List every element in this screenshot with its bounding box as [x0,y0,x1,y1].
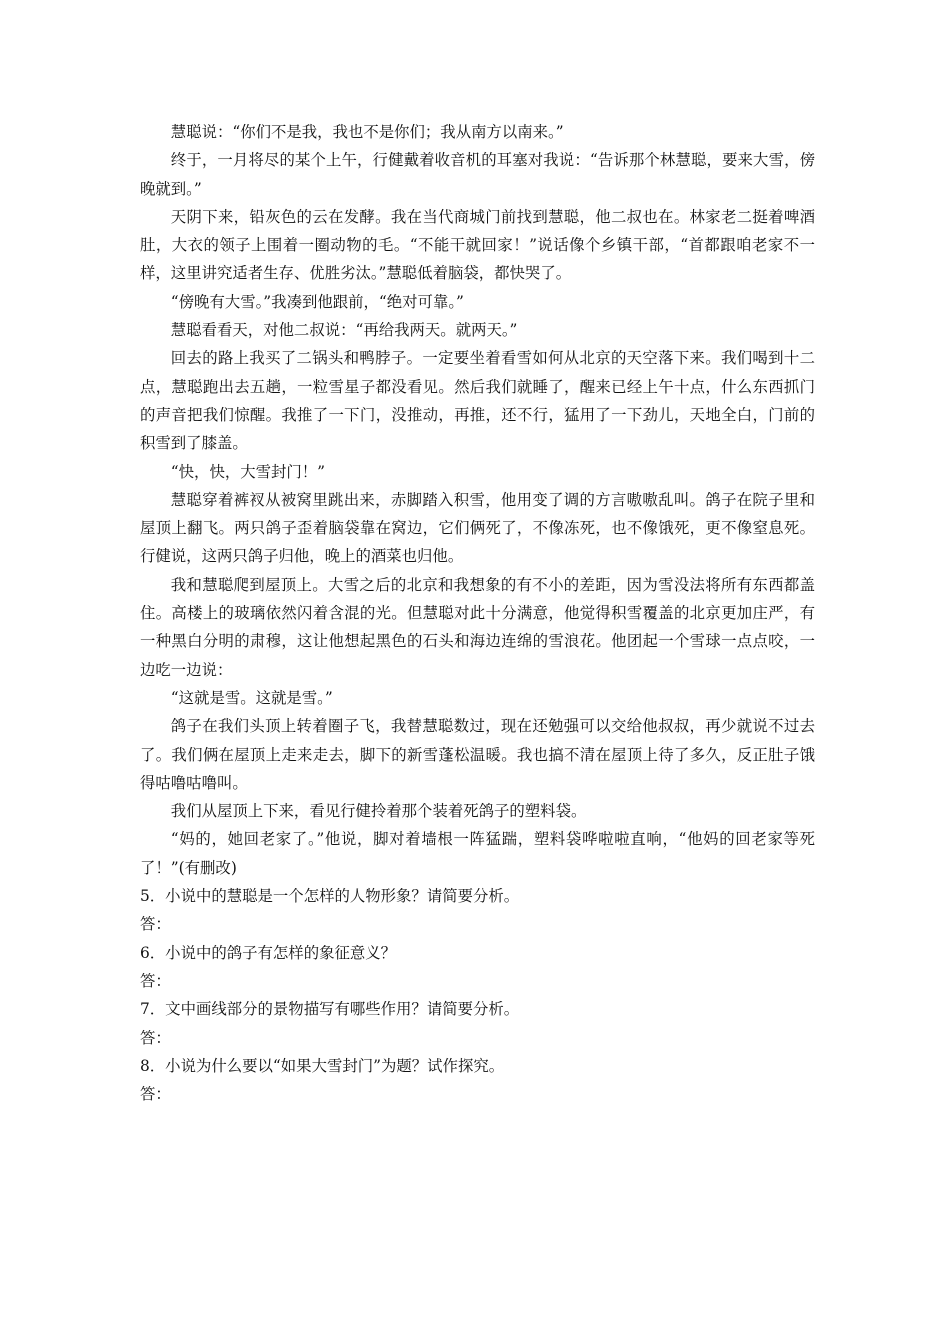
story-paragraph: 我和慧聪爬到屋顶上。大雪之后的北京和我想象的有不小的差距，因为雪没法将所有东西都盖住。高楼上的玻璃依然闪着含混的光。但慧聪对此十分满意，他觉得积雪覆盖的北京更加庄严，有一种黑白分明的肃穆，这让他想起黑色的石头和海边连绵的雪浪花。他团起一个雪球一点点咬，一边吃一边说： [140,575,815,679]
answer-label-5: 答： [140,915,171,934]
story-paragraph: “这就是雪。这就是雪。” [170,688,333,707]
story-paragraph: 鸽子在我们头顶上转着圈子飞，我替慧聪数过，现在还勉强可以交给他叔叔，再少就说不过去了。我们俩在屋顶上走来走去，脚下的新雪蓬松温暖。我也搞不清在屋顶上待了多久，反正肚子饿得咕噜咕噜叫。 [140,717,815,792]
answer-label-6: 答： [140,971,171,990]
story-paragraph: 慧聪看看天，对他二叔说：“再给我两天。就两天。” [170,321,518,340]
story-paragraph: 我们从屋顶上下来，看见行健拎着那个装着死鸽子的塑料袋。 [170,802,587,821]
story-paragraph: 天阴下来，铅灰色的云在发酵。我在当代商城门前找到慧聪，他二叔也在。林家老二挺着啤酒肚，大衣的领子上围着一圈动物的毛。“不能干就回家！”说话像个乡镇干部，“首都跟咱老家不一样，这里讲究适者生存、优胜劣汰。”慧聪低着脑袋，都快哭了。 [140,207,815,283]
story-paragraph: “快，快，大雪封门！” [170,462,326,481]
answer-label-8: 答： [140,1085,171,1104]
story-paragraph: 慧聪说：“你们不是我，我也不是你们；我从南方以南来。” [170,123,564,141]
story-paragraph: 终于，一月将尽的某个上午，行健戴着收音机的耳塞对我说：“告诉那个林慧聪，要来大雪，傍晚就到。” [140,151,815,198]
question-5: 5．小说中的慧聪是一个怎样的人物形象？请简要分析。 [140,887,520,906]
answer-label-7: 答： [140,1028,171,1047]
story-paragraph: “傍晚有大雪。”我凑到他跟前，“绝对可靠。” [170,292,464,311]
story-paragraph: 回去的路上我买了二锅头和鸭脖子。一定要坐着看雪如何从北京的天空落下来。我们喝到十二点，慧聪跑出去五趟，一粒雪星子都没看见。然后我们就睡了，醒来已经上午十点，什么东西抓门的声音把我们惊醒。我推了一下门，没推动，再推，还不行，猛用了一下劲儿，天地全白，门前的积雪到了膝盖。 [140,349,815,453]
document-body [140,118,815,1108]
question-7: 7．文中画线部分的景物描写有哪些作用？请简要分析。 [140,1000,520,1019]
story-paragraph: 慧聪穿着裤衩从被窝里跳出来，赤脚踏入积雪，他用变了调的方言嗷嗷乱叫。鸽子在院子里和屋顶上翻飞。两只鸽子歪着脑袋靠在窝边，它们俩死了，不像冻死，也不像饿死，更不像窒息死。行健说，这两只鸽子归他，晚上的酒菜也归他。 [140,490,815,566]
question-8: 8．小说为什么要以“如果大雪封门”为题？试作探究。 [140,1056,505,1075]
story-paragraph: “妈的，她回老家了。”他说，脚对着墙根一阵猛踹，塑料袋哗啦啦直响，“他妈的回老家等死了！”(有删改) [140,830,815,877]
question-6: 6．小说中的鸽子有怎样的象征意义？ [140,943,397,962]
